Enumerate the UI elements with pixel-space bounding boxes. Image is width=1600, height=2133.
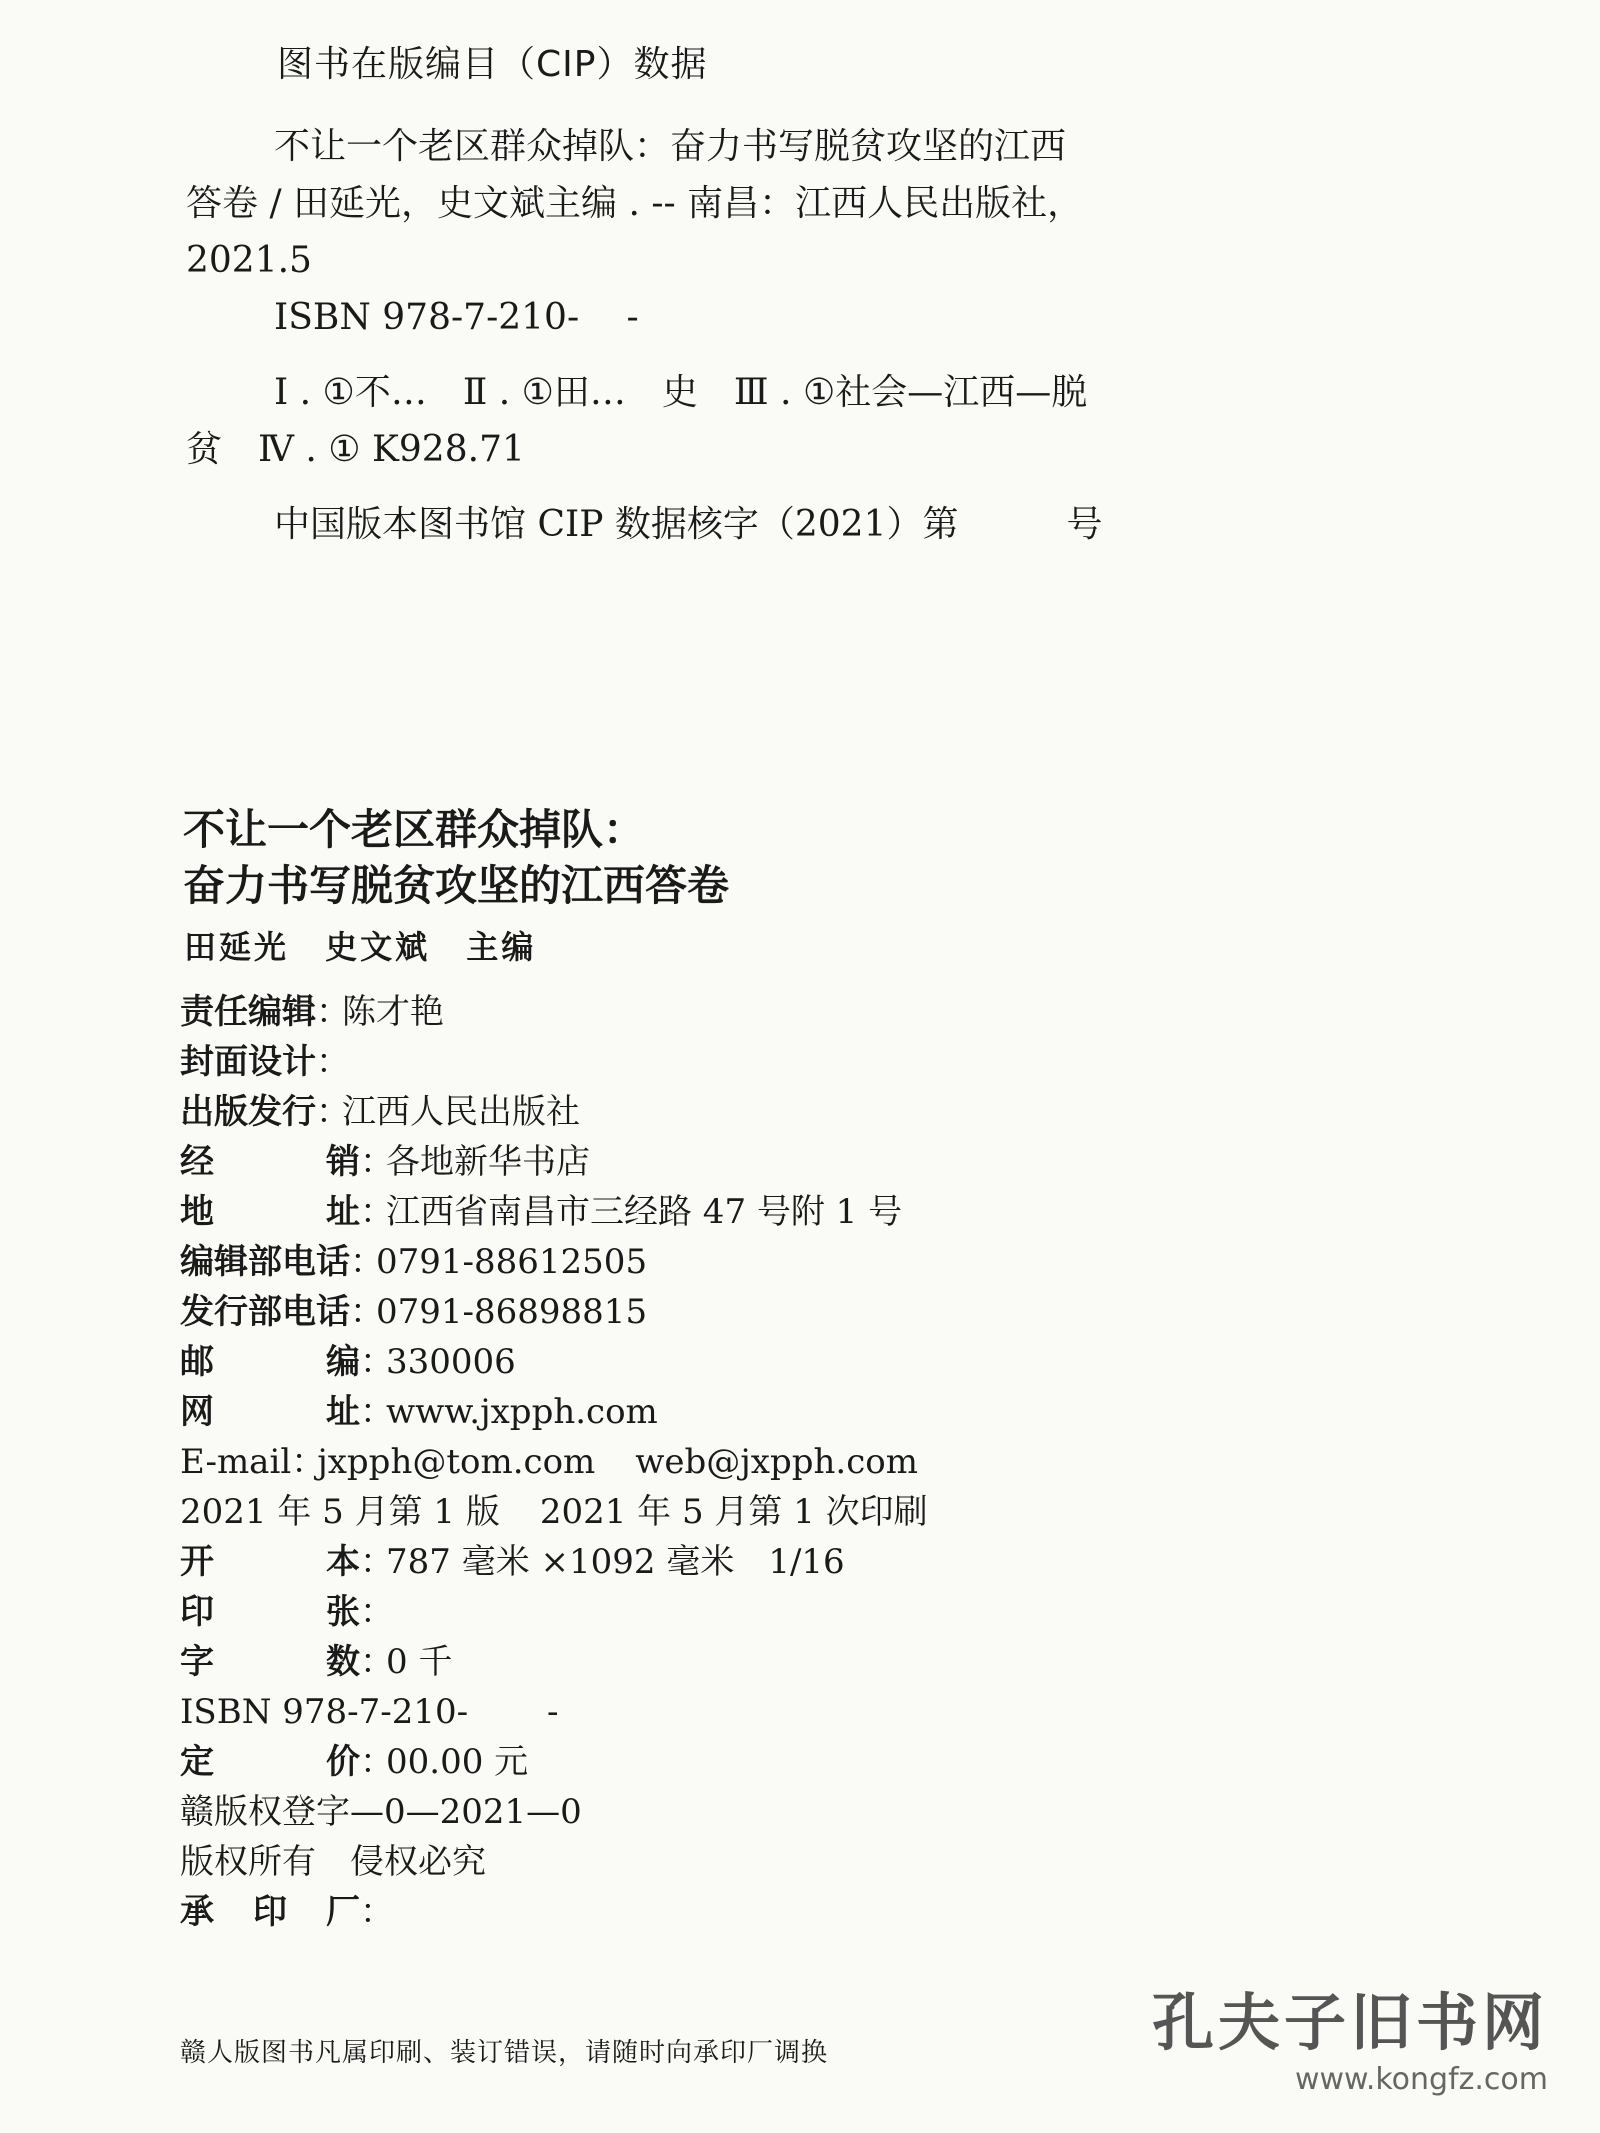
email-label: E-mail <box>180 1442 292 1482</box>
watermark-url: www.kongfz.com <box>1294 2062 1548 2097</box>
authors <box>184 922 536 968</box>
address-value: 江西省南昌市三经路 47 号附 1 号 <box>386 1192 903 1232</box>
cip-classification-line2: 贫 Ⅳ . ① K928.71 <box>186 429 525 470</box>
isbn-row <box>180 1687 1430 1737</box>
issue-phone-row: 发行部电话：0791-86898815 <box>180 1287 1430 1337</box>
distributor-row: 经销：各地新华书店 <box>180 1137 1430 1187</box>
word-count-row: 字数：0 千 <box>180 1637 1430 1687</box>
editor-row: 责任编辑：陈才艳 <box>180 987 1430 1037</box>
printing-value: 2021 年 5 月第 1 次印刷 <box>539 1492 928 1532</box>
cip-heading: 图书在版编目（CIP）数据 <box>277 44 708 85</box>
price-value: 00.00 元 <box>386 1742 529 1782</box>
editor-value: 陈才艳 <box>342 992 444 1032</box>
imprint-details <box>180 987 1430 1937</box>
issue-phone-value: 0791-86898815 <box>376 1292 648 1332</box>
postcode-value: 330006 <box>386 1342 516 1382</box>
email-value: jxpph@tom.com <box>317 1442 596 1482</box>
publisher-label: 出版发行 <box>180 1092 316 1132</box>
price-label: 定价 <box>180 1742 360 1782</box>
postcode-row: 邮编：330006 <box>180 1337 1430 1387</box>
email-value: web@jxpph.com <box>635 1442 918 1482</box>
edit-phone-value: 0791-88612505 <box>376 1242 648 1282</box>
website-value: www.jxpph.com <box>386 1392 658 1432</box>
format-row: 开本：787 毫米 ×1092 毫米 1/16 <box>180 1537 1430 1587</box>
distributor-value: 各地新华书店 <box>386 1142 590 1182</box>
distributor-label: 经销 <box>180 1142 360 1182</box>
cip-approval-number: 中国版本图书馆 CIP 数据核字（2021）第 号 <box>274 504 1103 545</box>
cip-date-line: 2021.5 <box>186 240 312 281</box>
copyright-registration-row <box>180 1787 1430 1837</box>
sheets-label: 印张 <box>180 1592 360 1632</box>
printer-row: 承印厂： <box>180 1887 1430 1937</box>
author-name: 史文斌 <box>325 928 431 966</box>
publisher-value: 江西人民出版社 <box>342 1092 580 1132</box>
cip-classification-line1: Ⅰ . ①不… Ⅱ . ①田… 史 Ⅲ . ①社会—江西—脱 <box>274 372 1088 413</box>
email-row: E-mail：jxpph@tom.com web@jxpph.com <box>180 1442 918 1482</box>
editor-label: 责任编辑 <box>180 992 316 1032</box>
cip-record <box>186 118 1486 553</box>
issue-phone-label: 发行部电话 <box>180 1292 350 1332</box>
address-row: 地址：江西省南昌市三经路 47 号附 1 号 <box>180 1187 1430 1237</box>
cip-title-line: 不让一个老区群众掉队：奋力书写脱贫攻坚的江西 <box>274 126 1067 167</box>
watermark-logo-text: 孔夫子旧书网 <box>1151 1986 1548 2059</box>
book-title-line1: 不让一个老区群众掉队： <box>183 805 646 854</box>
edit-phone-label: 编辑部电话 <box>180 1242 350 1282</box>
edition-row <box>180 1487 1430 1537</box>
print-error-notice: 赣人版图书凡属印刷、装订错误，请随时向承印厂调换 <box>180 2038 829 2068</box>
rights-row <box>180 1837 1430 1887</box>
cip-isbn: ISBN 978-7-210- - <box>274 297 639 338</box>
book-title <box>183 802 729 914</box>
printer-label: 承印厂 <box>180 1892 360 1932</box>
word-count-label: 字数 <box>180 1642 360 1682</box>
cip-responsibility-line: 答卷 / 田延光，史文斌主编 . -- 南昌：江西人民出版社， <box>186 183 1084 224</box>
book-title-line2: 奋力书写脱贫攻坚的江西答卷 <box>183 861 730 910</box>
cover-design-label: 封面设计 <box>180 1042 316 1082</box>
website-label: 网址 <box>180 1392 360 1432</box>
edit-phone-row: 编辑部电话：0791-88612505 <box>180 1237 1430 1287</box>
copyright-registration-value: 赣版权登字—0—2021—0 <box>180 1792 582 1832</box>
author-name: 田延光 <box>184 928 290 966</box>
price-row: 定价：00.00 元 <box>180 1737 1430 1787</box>
watermark <box>1152 1973 1548 2097</box>
author-role: 主编 <box>466 928 537 966</box>
sheets-row: 印张： <box>180 1587 1430 1637</box>
postcode-label: 邮编 <box>180 1342 360 1382</box>
isbn-value: ISBN 978-7-210- - <box>180 1692 559 1732</box>
rights-statement: 版权所有 侵权必究 <box>180 1842 486 1882</box>
publisher-row: 出版发行：江西人民出版社 <box>180 1087 1430 1137</box>
format-value: 787 毫米 ×1092 毫米 1/16 <box>386 1542 845 1582</box>
format-label: 开本 <box>180 1542 360 1582</box>
address-label: 地址 <box>180 1192 360 1232</box>
website-row: 网址：www.jxpph.com <box>180 1387 1430 1437</box>
cover-design-row: 封面设计： <box>180 1037 1430 1087</box>
word-count-value: 0 千 <box>386 1642 453 1682</box>
edition-value: 2021 年 5 月第 1 版 <box>180 1492 500 1532</box>
